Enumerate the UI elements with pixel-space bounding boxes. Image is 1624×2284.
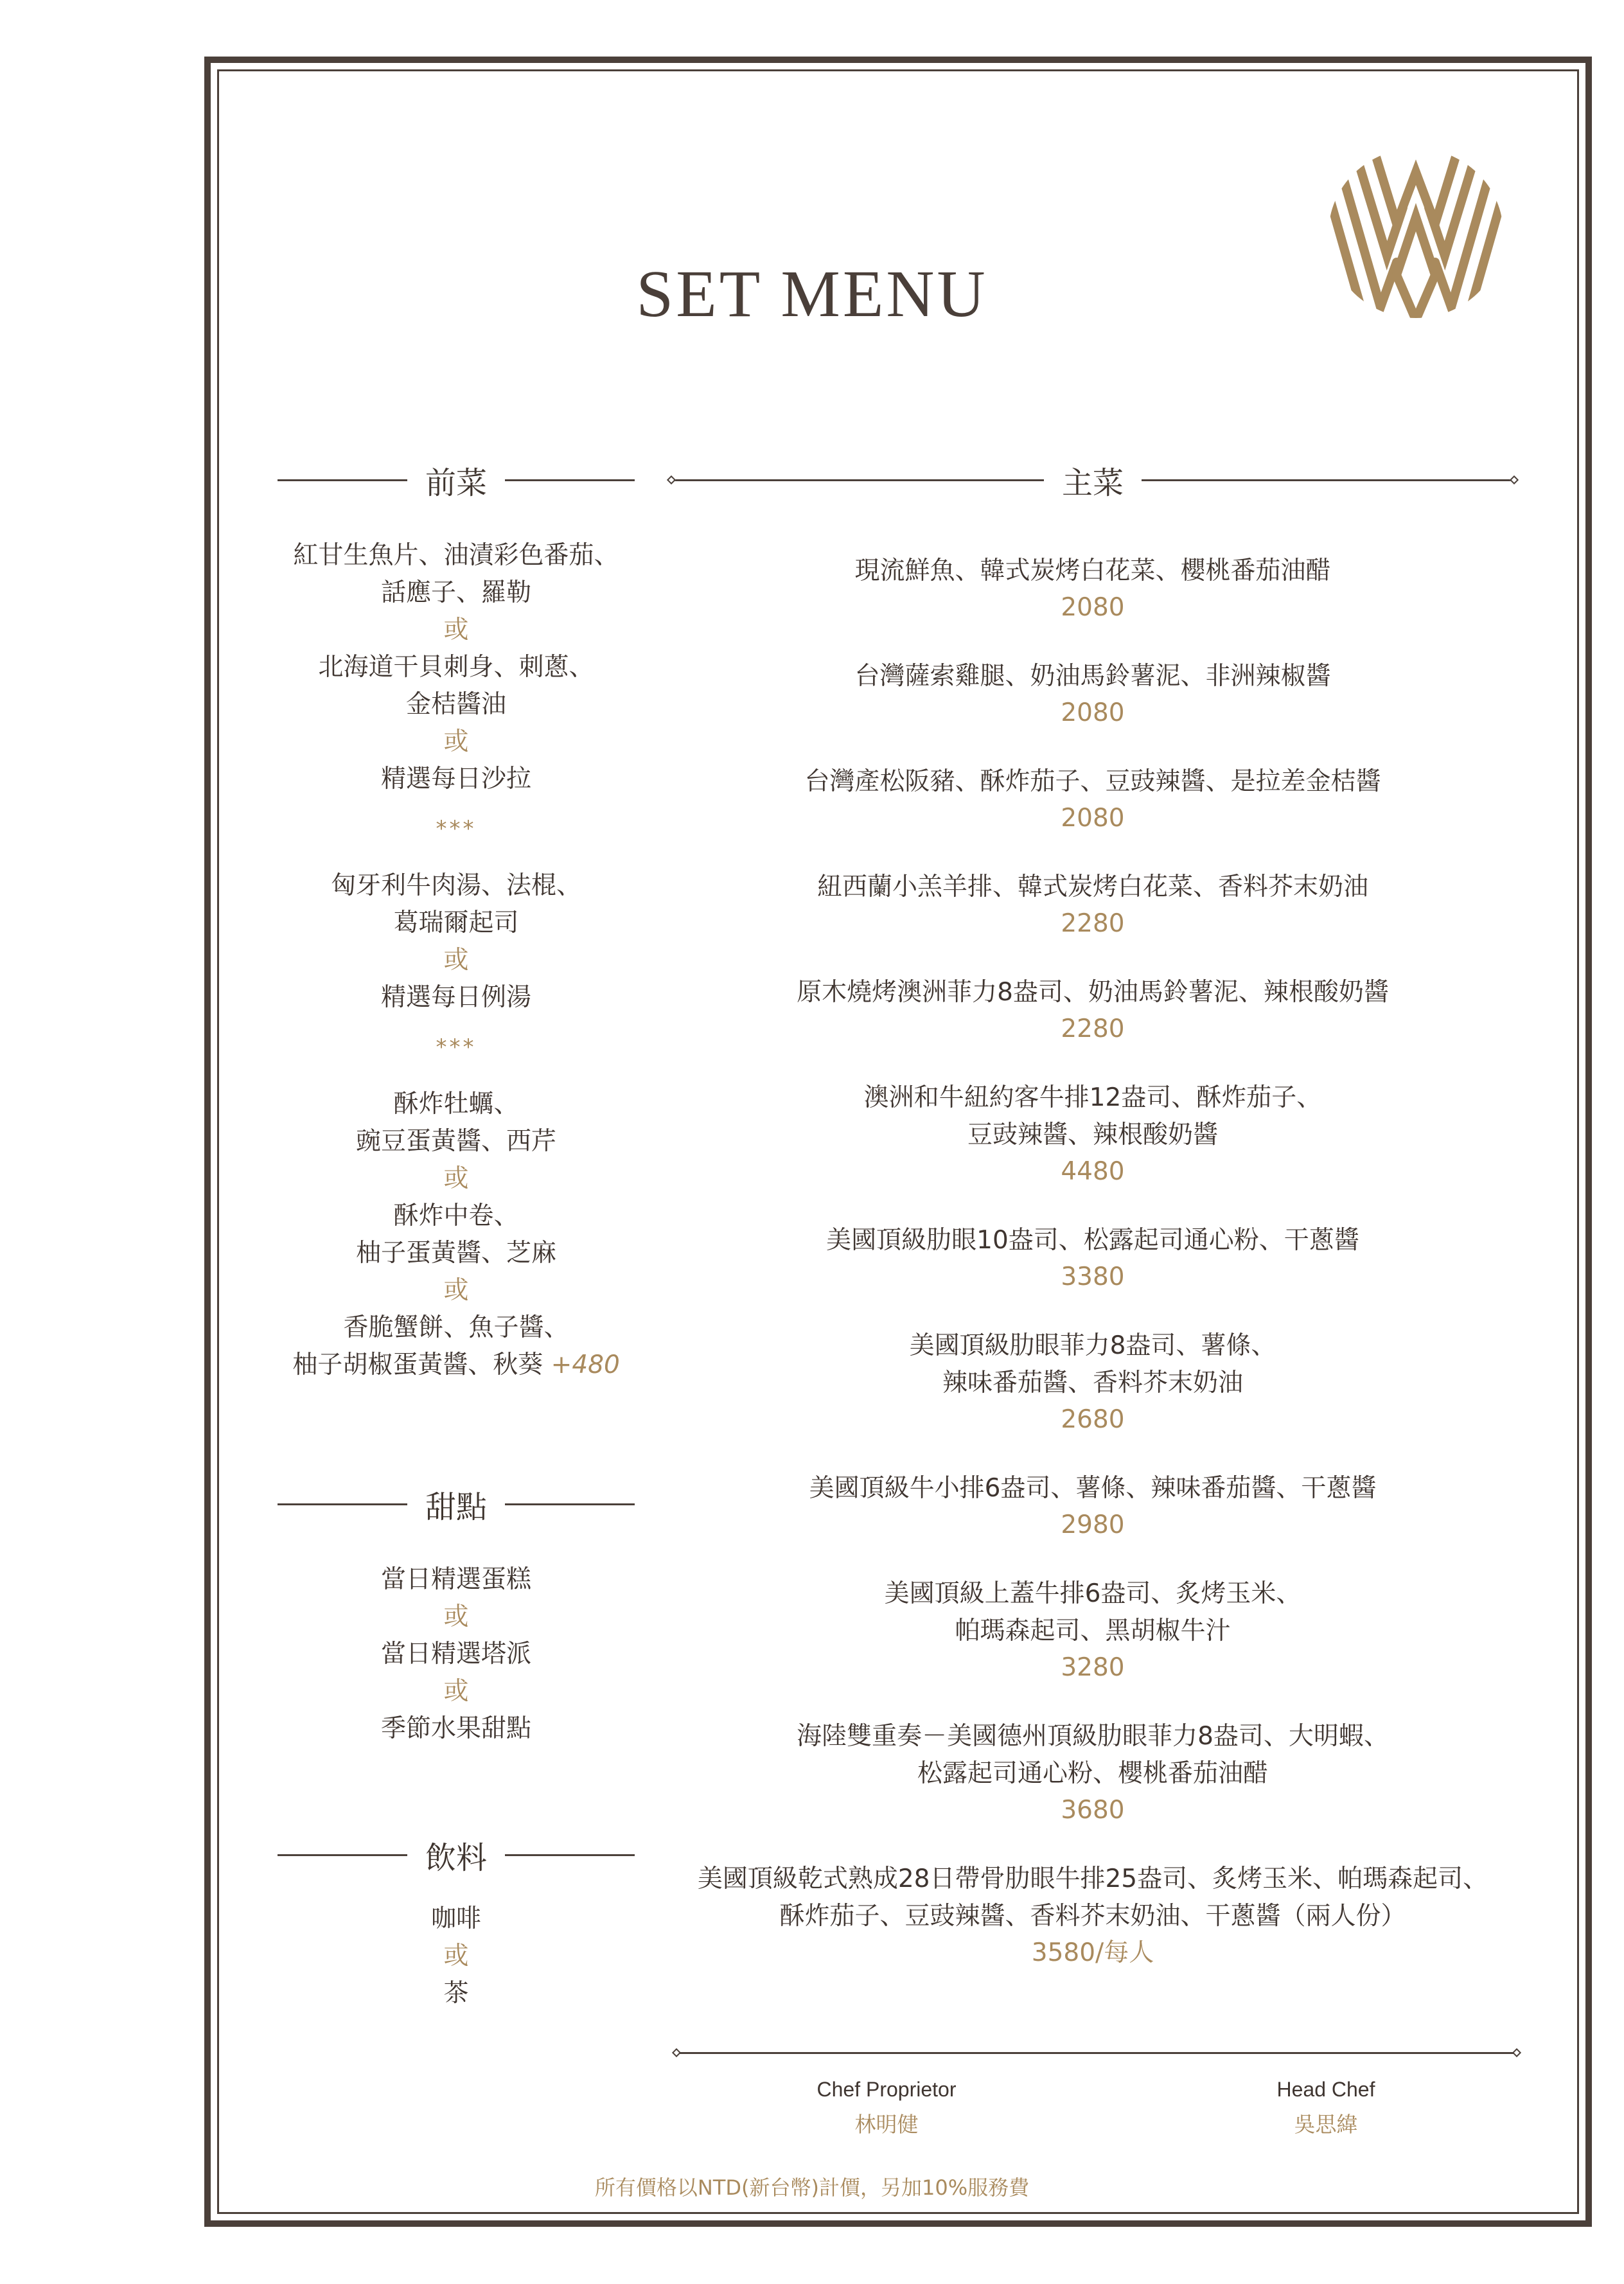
dish-name: 美國頂級乾式熟成28日帶骨肋眼牛排25盎司、炙烤玉米、帕瑪森起司、 (697, 1864, 1488, 1893)
or-separator: 或 (443, 1677, 469, 1706)
dish-item (655, 1327, 1530, 1438)
dish-item (655, 1079, 1530, 1190)
course-divider: *** (436, 816, 477, 842)
drinks-list (249, 1900, 663, 2012)
list-item: 匈牙利牛肉湯、法棍、 (330, 871, 581, 900)
dish-price: 2080 (1061, 593, 1125, 622)
dish-item (655, 869, 1530, 942)
surcharge-label: +480 (551, 1350, 620, 1379)
appetizers-heading-label: 前菜 (425, 465, 488, 501)
dish-name: 台灣產松阪豬、酥炸茄子、豆豉辣醬、是拉差金桔醬 (804, 767, 1381, 796)
dish-name-cont: 帕瑪森起司、黑胡椒牛汁 (955, 1616, 1231, 1645)
list-item: 話應子、羅勒 (380, 578, 531, 607)
dish-item (655, 1861, 1530, 1971)
list-item: 酥炸中卷、 (393, 1201, 519, 1230)
or-separator: 或 (443, 1942, 469, 1970)
signature-divider (673, 2048, 1520, 2057)
dish-price: 2080 (1061, 804, 1125, 833)
or-separator: 或 (443, 615, 469, 644)
list-item: 香脆蟹餅、魚子醬、 (343, 1313, 569, 1342)
drinks-heading (278, 1832, 635, 1877)
list-item: 柚子蛋黃醬、芝麻 (355, 1239, 556, 1268)
page-title: SET MENU (636, 257, 988, 331)
list-item: 當日精選蛋糕 (380, 1565, 531, 1594)
desserts-heading (278, 1482, 635, 1527)
dish-price: 2680 (1061, 1405, 1125, 1434)
list-item: 季節水果甜點 (380, 1714, 531, 1743)
head-chef (1197, 2073, 1454, 2143)
desserts-list (249, 1561, 663, 1748)
appetizers-heading (278, 457, 635, 502)
list-item: 精選每日例湯 (380, 983, 531, 1012)
dish-price: 3680 (1061, 1796, 1125, 1825)
list-item: 咖啡 (430, 1904, 481, 1933)
list-item: 酥炸牡蠣、 (393, 1090, 519, 1119)
dish-name: 海陸雙重奏－美國德州頂級肋眼菲力8盎司、大明蝦、 (797, 1722, 1389, 1751)
dish-name-cont: 松露起司通心粉、櫻桃番茄油醋 (917, 1759, 1268, 1788)
dish-name: 美國頂級上蓋牛排6盎司、炙烤玉米、 (884, 1579, 1302, 1608)
mains-heading-label: 主菜 (1062, 465, 1124, 501)
dish-price: 2980 (1061, 1510, 1125, 1539)
list-item: 豌豆蛋黃醬、西芹 (355, 1127, 556, 1156)
dish-name: 紐西蘭小羔羊排、韓式炭烤白花菜、香料芥末奶油 (816, 872, 1368, 901)
chef-role: Head Chef (1276, 2078, 1375, 2101)
chef-name: 吳思緯 (1294, 2112, 1358, 2137)
dish-item (655, 1222, 1530, 1295)
dish-item (655, 658, 1530, 731)
list-item: 茶 (443, 1979, 469, 2008)
drinks-heading-label: 飲料 (425, 1839, 488, 1876)
mains-heading (668, 457, 1517, 502)
dish-price: 3580/每人 (1031, 1938, 1154, 1967)
dish-name: 美國頂級牛小排6盎司、薯條、辣味番茄醬、干蔥醬 (809, 1474, 1377, 1503)
list-item: 北海道干貝刺身、刺蔥、 (318, 653, 594, 682)
or-separator: 或 (443, 1276, 469, 1305)
dish-name: 美國頂級肋眼10盎司、松露起司通心粉、干蔥醬 (826, 1226, 1359, 1255)
course-divider: *** (436, 1034, 477, 1060)
list-item-text: 柚子胡椒蛋黃醬、秋葵 (292, 1350, 543, 1379)
dish-name: 台灣薩索雞腿、奶油馬鈴薯泥、非洲辣椒醬 (854, 662, 1331, 691)
dish-name: 現流鮮魚、韓式炭烤白花菜、櫻桃番茄油醋 (854, 556, 1331, 585)
dish-price: 3280 (1061, 1653, 1125, 1682)
or-separator: 或 (443, 1602, 469, 1631)
list-item: 金桔醬油 (405, 690, 506, 719)
dish-name: 原木燒烤澳洲菲力8盎司、奶油馬鈴薯泥、辣根酸奶醬 (797, 978, 1389, 1007)
list-item: 當日精選塔派 (380, 1640, 531, 1669)
dish-price: 3380 (1061, 1262, 1125, 1291)
or-separator: 或 (443, 946, 469, 975)
dish-item (655, 1718, 1530, 1828)
list-item (249, 1347, 663, 1384)
dish-name: 澳洲和牛紐約客牛排12盎司、酥炸茄子、 (863, 1083, 1322, 1112)
dish-item (655, 974, 1530, 1047)
dish-name-cont: 辣味番茄醬、香料芥末奶油 (942, 1368, 1243, 1397)
list-item: 葛瑞爾起司 (393, 908, 519, 937)
dish-name: 美國頂級肋眼菲力8盎司、薯條、 (909, 1331, 1276, 1360)
dish-price: 2280 (1061, 1014, 1125, 1043)
desserts-heading-label: 甜點 (425, 1489, 488, 1525)
list-item: 精選每日沙拉 (380, 765, 531, 793)
dish-item (655, 1470, 1530, 1543)
dish-item (655, 1575, 1530, 1686)
mains-list (655, 553, 1530, 2003)
dish-item (655, 553, 1530, 626)
chef-name: 林明健 (854, 2112, 919, 2137)
chef-role: Chef Proprietor (816, 2078, 957, 2101)
price-note: 所有價格以NTD(新台幣)計價，另加10%服務費 (594, 2175, 1030, 2200)
dish-price: 2080 (1061, 698, 1125, 727)
or-separator: 或 (443, 727, 469, 756)
chef-proprietor (758, 2073, 1015, 2143)
appetizers-list (249, 537, 663, 1384)
or-separator: 或 (443, 1164, 469, 1193)
dish-price: 4480 (1061, 1157, 1125, 1186)
dish-name-cont: 酥炸茄子、豆豉辣醬、香料芥末奶油、干蔥醬（兩人份） (779, 1902, 1406, 1931)
dish-item (655, 763, 1530, 837)
list-item: 紅甘生魚片、油漬彩色番茄、 (293, 541, 619, 570)
dish-name-cont: 豆豉辣醬、辣根酸奶醬 (967, 1120, 1218, 1149)
dish-price: 2280 (1061, 909, 1125, 938)
